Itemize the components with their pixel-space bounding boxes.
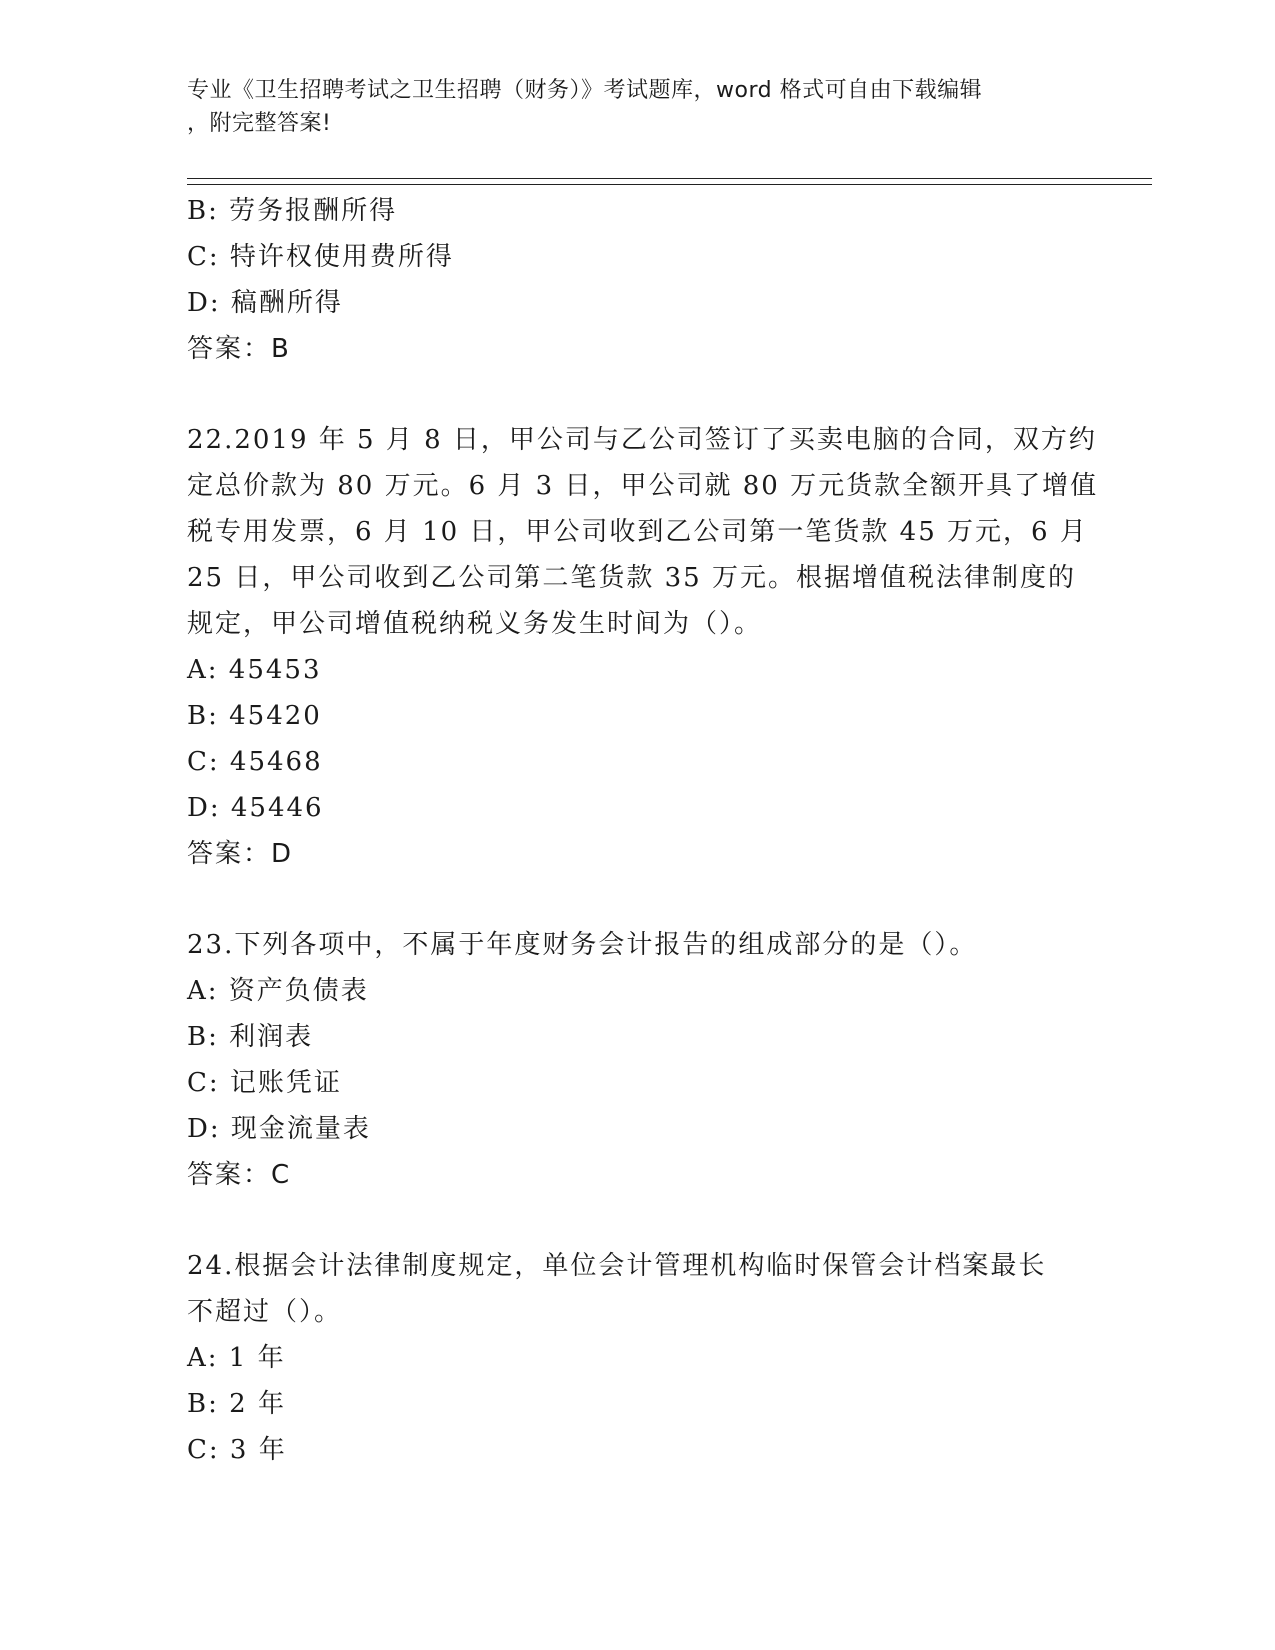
document-body [187, 188, 1099, 1473]
spacer [187, 877, 1087, 922]
question-text-line: 25 日，甲公司收到乙公司第二笔货款 35 万元。根据增值税法律制度的 [187, 563, 1076, 593]
question-text-line: 税专用发票，6 月 10 日，甲公司收到乙公司第一笔货款 45 万元，6 月 [187, 517, 1088, 547]
option-d: D: 45446 [187, 793, 324, 823]
header-line-1: 专业《卫生招聘考试之卫生招聘（财务）》考试题库，word 格式可自由下载编辑 [187, 78, 983, 103]
option-d: D: 现金流量表 [187, 1114, 371, 1144]
option-b: B: 利润表 [187, 1022, 314, 1052]
option-b: B: 45420 [187, 701, 322, 731]
document-header [187, 74, 1067, 140]
option-c: C: 特许权使用费所得 [187, 242, 454, 272]
question-text-line: 规定，甲公司增值税纳税义务发生时间为（）。 [187, 609, 763, 639]
option-c: C: 45468 [187, 747, 323, 777]
option-c: C: 3 年 [187, 1435, 287, 1465]
option-a: A: 1 年 [187, 1343, 286, 1373]
option-b: B: 2 年 [187, 1389, 286, 1419]
option-b: B: 劳务报酬所得 [187, 196, 398, 226]
prev-question [187, 188, 1087, 372]
question-22 [187, 417, 1099, 877]
question-text-line: 24.根据会计法律制度规定，单位会计管理机构临时保管会计档案最长 [187, 1251, 1047, 1281]
question-text-line: 定总价款为 80 万元。6 月 3 日，甲公司就 80 万元货款全额开具了增值 [187, 471, 1099, 501]
option-c: C: 记账凭证 [187, 1068, 342, 1098]
answer-line: 答案：C [187, 1160, 292, 1190]
header-line-2: ，附完整答案! [187, 111, 332, 136]
answer-line: 答案：B [187, 334, 291, 364]
spacer [187, 1198, 1087, 1243]
option-a: A: 45453 [187, 655, 322, 685]
answer-line: 答案：D [187, 839, 294, 869]
question-text-line: 不超过（）。 [187, 1297, 343, 1327]
header-divider-top [187, 178, 1152, 179]
header-divider-bottom [187, 184, 1152, 185]
option-a: A: 资产负债表 [187, 976, 369, 1006]
question-text-line: 22.2019 年 5 月 8 日，甲公司与乙公司签订了买卖电脑的合同，双方约 [187, 425, 1097, 455]
option-d: D: 稿酬所得 [187, 288, 343, 318]
spacer [187, 372, 1087, 417]
question-text-line: 23.下列各项中，不属于年度财务会计报告的组成部分的是（）。 [187, 930, 978, 960]
question-24 [187, 1243, 1087, 1473]
question-23 [187, 922, 1087, 1198]
